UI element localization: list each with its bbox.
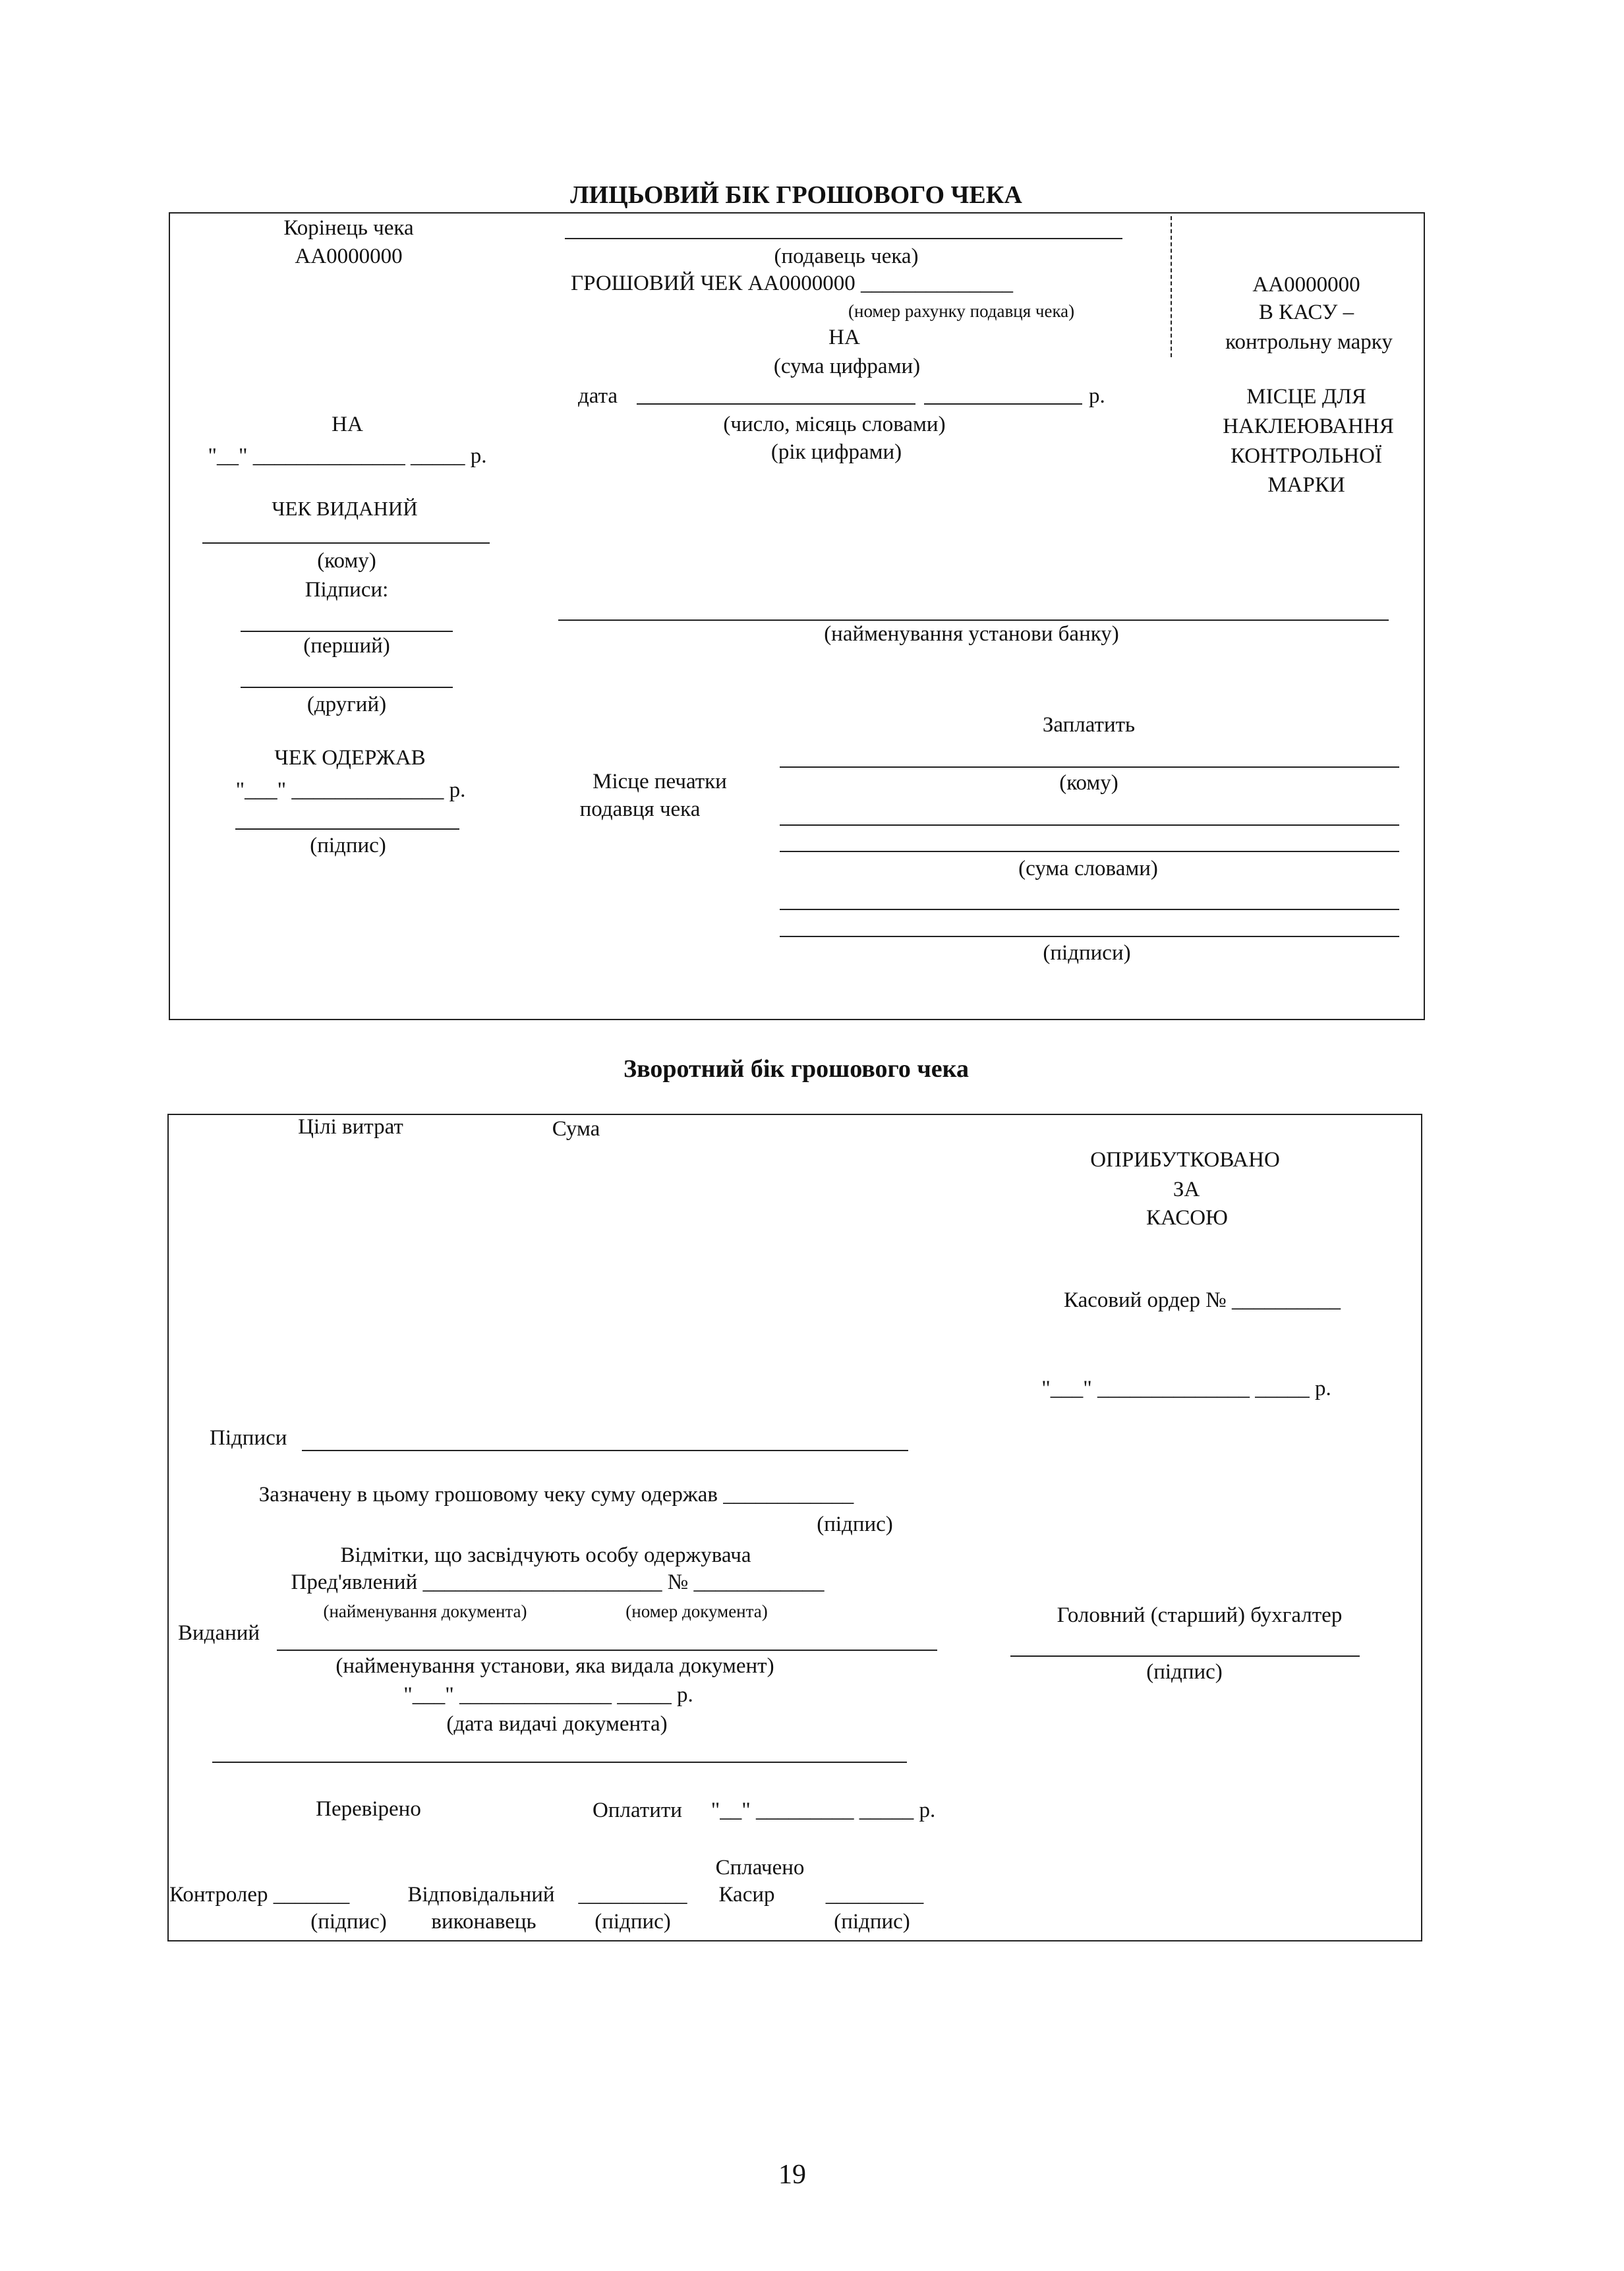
paid-label: Сплачено xyxy=(715,1856,805,1880)
document-name-caption: (найменування документа) xyxy=(323,1601,527,1621)
stamp-place-line1: МІСЦЕ ДЛЯ xyxy=(1246,385,1366,409)
main-on: НА xyxy=(828,326,860,349)
stamp-place-line2: НАКЛЕЮВАННЯ xyxy=(1223,415,1394,438)
date-label: дата xyxy=(578,384,618,408)
amount-words-line2 xyxy=(780,851,1399,852)
control-mark-cut-line xyxy=(1171,216,1172,357)
drawer-line xyxy=(565,238,1122,239)
signatures-caption: (підписи) xyxy=(1043,941,1131,965)
cashier-label: Касир xyxy=(718,1883,775,1907)
stub-second: (другий) xyxy=(306,693,387,716)
institution-caption: (найменування установи, яка видала документ) xyxy=(335,1654,774,1678)
document-number-caption: (номер документа) xyxy=(625,1601,768,1621)
stamp-control-mark: контрольну марку xyxy=(1225,330,1393,354)
cash-order-number: Касовий ордер № __________ xyxy=(1063,1288,1341,1312)
issue-date-caption: (дата видачі документа) xyxy=(446,1712,668,1736)
issued-by-label: Виданий xyxy=(178,1621,260,1645)
responsible-label: Відповідальний xyxy=(407,1883,555,1907)
stamp-number: АА0000000 xyxy=(1252,273,1360,297)
pay-to-line xyxy=(780,766,1399,768)
identity-marks: Відмітки, що засвідчують особу одержувача xyxy=(340,1543,751,1567)
bank-caption: (найменування установи банку) xyxy=(824,622,1119,646)
cashier-signature: (підпис) xyxy=(834,1910,910,1934)
date-suffix: р. xyxy=(1089,384,1105,408)
date-year-line xyxy=(924,403,1082,405)
posted-line2: ЗА xyxy=(1173,1178,1200,1201)
page-number: 19 xyxy=(778,2160,806,2190)
chief-accountant-signature: (підпис) xyxy=(1146,1660,1223,1684)
pay-to-caption: (кому) xyxy=(1059,771,1118,795)
stub-to-whom: (кому) xyxy=(317,549,376,573)
back-signatures-line xyxy=(302,1450,908,1451)
account-caption: (номер рахунку подавця чека) xyxy=(848,301,1075,321)
issue-date-bottom-line xyxy=(212,1762,907,1763)
seal-place-line2: подавця чека xyxy=(579,797,701,821)
date-words-line xyxy=(637,403,915,405)
drawer-caption: (подавець чека) xyxy=(774,244,919,268)
sum-header: Сума xyxy=(552,1117,600,1141)
posted-line1: ОПРИБУТКОВАНО xyxy=(1090,1148,1280,1172)
stamp-to-cash: В КАСУ – xyxy=(1258,301,1354,324)
stub-first-line xyxy=(241,631,453,632)
stub-received: ЧЕК ОДЕРЖАВ xyxy=(274,746,426,770)
stub-header: Корінець чека xyxy=(283,216,414,240)
back-title: Зворотний бік грошового чека xyxy=(624,1055,969,1083)
executor-label: виконавець xyxy=(431,1910,536,1934)
stub-on: НА xyxy=(332,413,363,436)
stub-issued-line xyxy=(202,542,490,544)
stub-signature: (підпис) xyxy=(310,834,386,857)
amount-digits-caption: (сума цифрами) xyxy=(773,355,921,378)
date-caption: (число, місяць словами) xyxy=(723,413,946,436)
cashier-signature-line: _________ xyxy=(825,1883,924,1907)
amount-words-line1 xyxy=(780,824,1399,826)
year-caption: (рік цифрами) xyxy=(770,440,902,464)
responsible-signature: (підпис) xyxy=(594,1910,671,1934)
presented-document: Пред'явлений ______________________ № ____________ xyxy=(291,1570,825,1594)
stub-signatures: Підписи: xyxy=(304,578,389,602)
stub-issued: ЧЕК ВИДАНИЙ xyxy=(272,497,418,520)
seal-place-line1: Місце печатки xyxy=(593,770,727,793)
received-signature: (підпис) xyxy=(817,1512,893,1536)
pay-label-back: Оплатити xyxy=(593,1798,682,1822)
controller-label: Контролер _______ xyxy=(169,1883,350,1907)
stub-signature-line xyxy=(235,828,459,830)
signatures-line2 xyxy=(780,936,1399,937)
checked-label: Перевірено xyxy=(316,1797,421,1821)
issue-date-line: "___" ______________ _____ р. xyxy=(403,1683,693,1707)
back-signatures-label: Підписи xyxy=(210,1426,287,1450)
stub-number: АА0000000 xyxy=(295,244,403,268)
bank-line xyxy=(558,619,1389,621)
stub-date-line: "__" ______________ _____ р. xyxy=(208,444,487,468)
stamp-place-line3: КОНТРОЛЬНОЇ xyxy=(1231,444,1382,468)
pay-label: Заплатить xyxy=(1042,713,1136,737)
chief-accountant-line xyxy=(1010,1655,1360,1657)
stub-received-date: "___" ______________ р. xyxy=(235,778,466,802)
stub-second-line xyxy=(241,687,453,688)
pay-date-line: "__" _________ _____ р. xyxy=(710,1798,936,1822)
received-sum-line: Зазначену в цьому грошовому чеку суму одержав ____________ xyxy=(258,1483,854,1507)
responsible-signature-line: __________ xyxy=(578,1883,687,1907)
front-title: ЛИЦЬОВИЙ БІК ГРОШОВОГО ЧЕКА xyxy=(570,181,1022,209)
chief-accountant-label: Головний (старший) бухгалтер xyxy=(1057,1603,1343,1627)
controller-signature: (підпис) xyxy=(310,1910,387,1934)
stamp-place-line4: МАРКИ xyxy=(1267,473,1345,497)
issued-by-line xyxy=(277,1650,937,1651)
amount-words-caption: (сума словами) xyxy=(1018,857,1158,880)
posted-line3: КАСОЮ xyxy=(1146,1206,1228,1230)
stub-first: (перший) xyxy=(303,634,390,658)
cash-order-date: "___" ______________ _____ р. xyxy=(1041,1377,1331,1400)
signatures-line1 xyxy=(780,909,1399,910)
purpose-header: Цілі витрат xyxy=(298,1115,403,1139)
check-number-line: ГРОШОВИЙ ЧЕК АА0000000 ______________ xyxy=(571,272,1013,295)
